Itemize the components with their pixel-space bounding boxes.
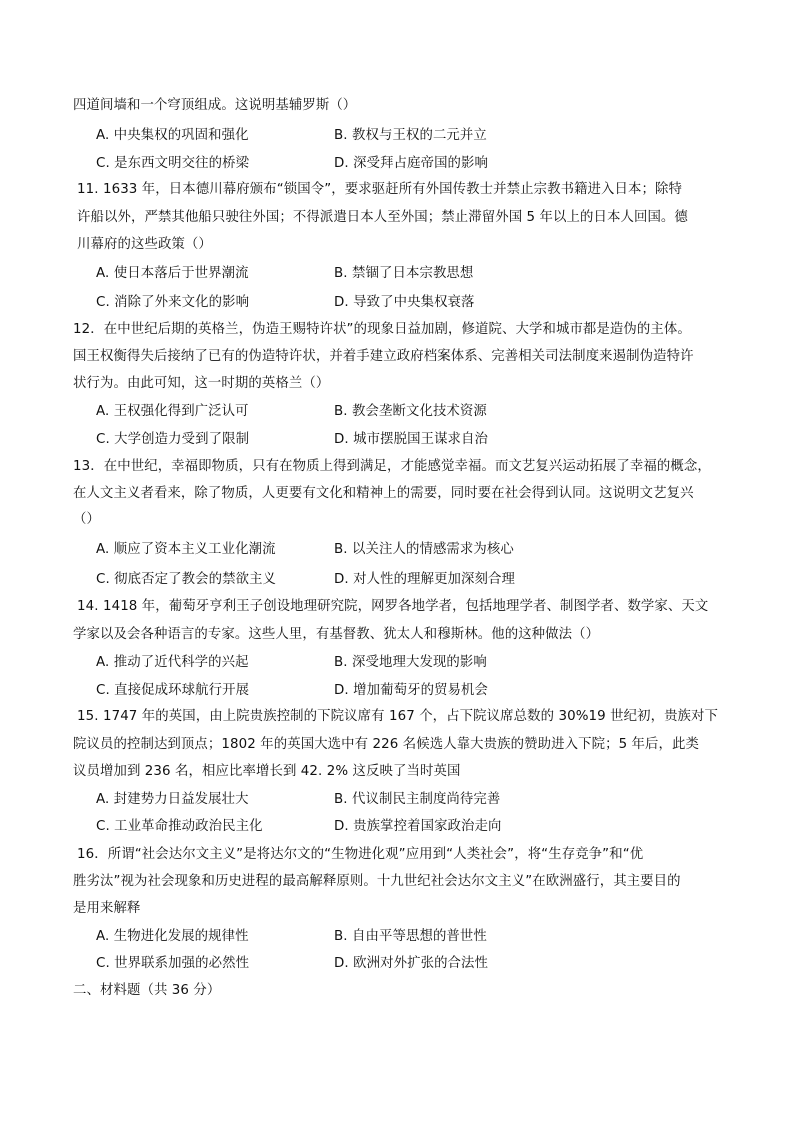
- q14-option-b: B. 深受地理大发现的影响: [334, 655, 487, 670]
- q15-stem-line-3: 议员增加到 236 名，相应比率增长到 42. 2% 这反映了当时英国: [73, 764, 461, 779]
- q13-option-b: B. 以关注人的情感需求为核心: [334, 542, 514, 557]
- q10-option-c: C. 是东西文明交往的桥梁: [96, 156, 250, 171]
- q11-option-b: B. 禁锢了日本宗教思想: [334, 266, 474, 281]
- q13-option-a: A. 顺应了资本主义工业化潮流: [96, 542, 276, 557]
- q12-stem-line-2: 国王权衡得失后接纳了已有的伪造特许状，并着手建立政府档案体系、完善相关司法制度来遏制伪造特许: [73, 349, 694, 364]
- q12-stem-line-1: 12．在中世纪后期的英格兰，伪造王赐特许状”的现象日益加剧，修道院、大学和城市都是造伪的主体。: [73, 322, 691, 337]
- q15-option-c: C. 工业革命推动政治民主化: [96, 819, 263, 834]
- q12-option-a: A. 王权强化得到广泛认可: [96, 404, 249, 419]
- q11-option-d: D. 导致了中央集权衰落: [334, 295, 475, 310]
- q13-stem-line-1: 13．在中世纪，幸福即物质，只有在物质上得到满足，才能感觉幸福。而文艺复兴运动拓展了幸福的概念，: [73, 459, 711, 474]
- q14-option-c: C. 直接促成环球航行开展: [96, 683, 250, 698]
- q11-stem-line-2: 许船以外，严禁其他船只驶往外国；不得派遣日本人至外国；禁止滞留外国 5 年以上的日本人回国。德: [77, 210, 688, 225]
- q15-option-d: D. 贵族掌控着国家政治走向: [334, 819, 502, 834]
- q14-stem-line-2: 学家以及会各种语言的专家。这些人里，有基督教、犹太人和穆斯林。他的这种做法（）: [73, 627, 600, 642]
- q13-stem-line-2: 在人文主义者看来，除了物质，人更要有文化和精神上的需要，同时要在社会得到认同。这说明文艺复兴: [73, 486, 694, 501]
- q11-stem-line-1: 11. 1633 年，日本德川幕府颁布“锁国令”，要求驱赶所有外国传教士并禁止宗教书籍进入日本；除特: [77, 182, 682, 197]
- q11-option-c: C. 消除了外来文化的影响: [96, 295, 250, 310]
- q15-option-a: A. 封建势力日益发展壮大: [96, 792, 249, 807]
- q10-option-b: B. 教权与王权的二元并立: [334, 128, 487, 143]
- q16-stem-line-1: 16．所谓“社会达尔文主义”是将达尔文的“生物进化观”应用到“人类社会”，将“生存竞争”和“优: [77, 847, 644, 862]
- q15-stem-line-2: 院议员的控制达到顶点；1802 年的英国大选中有 226 名候选人靠大贵族的赞助进入下院；5 年后，此类: [73, 737, 700, 752]
- q10-option-d: D. 深受拜占庭帝国的影响: [334, 156, 489, 171]
- q12-option-c: C. 大学创造力受到了限制: [96, 432, 250, 447]
- q13-option-d: D. 对人性的理解更加深刻合理: [334, 572, 516, 587]
- q10-option-a: A. 中央集权的巩固和强化: [96, 128, 249, 143]
- q16-option-a: A. 生物进化发展的规律性: [96, 929, 249, 944]
- q11-option-a: A. 使日本落后于世界潮流: [96, 266, 249, 281]
- q16-option-c: C. 世界联系加强的必然性: [96, 956, 250, 971]
- q13-option-c: C. 彻底否定了教会的禁欲主义: [96, 572, 277, 587]
- q14-option-a: A. 推动了近代科学的兴起: [96, 655, 249, 670]
- q10-stem-continuation: 四道间墙和一个穹顶组成。这说明基辅罗斯（）: [73, 98, 357, 113]
- q12-stem-line-3: 状行为。由此可知，这一时期的英格兰（）: [73, 376, 330, 391]
- q13-stem-line-3: （）: [73, 512, 100, 527]
- q16-stem-line-3: 是用来解释: [73, 901, 141, 916]
- q16-option-d: D. 欧洲对外扩张的合法性: [334, 956, 489, 971]
- q14-option-d: D. 增加葡萄牙的贸易机会: [334, 683, 489, 698]
- q15-stem-line-1: 15. 1747 年的英国，由上院贵族控制的下院议席有 167 个，占下院议席总数的 30%19 世纪初，贵族对下: [77, 709, 719, 724]
- q12-option-b: B. 教会垄断文化技术资源: [334, 404, 487, 419]
- q11-stem-line-3: 川幕府的这些政策（）: [77, 237, 212, 252]
- q14-stem-line-1: 14. 1418 年，葡萄牙亨利王子创设地理研究院，网罗各地学者，包括地理学者、制图学者、数学家、天文: [77, 599, 709, 614]
- q12-option-d: D. 城市摆脱国王谋求自治: [334, 432, 489, 447]
- q16-option-b: B. 自由平等思想的普世性: [334, 929, 487, 944]
- q15-option-b: B. 代议制民主制度尚待完善: [334, 792, 501, 807]
- q16-stem-line-2: 胜劣汰”视为社会现象和历史进程的最高解释原则。十九世纪社会达尔文主义”在欧洲盛行，其主要目的: [73, 874, 681, 889]
- section-heading: 二、材料题（共 36 分）: [73, 983, 221, 998]
